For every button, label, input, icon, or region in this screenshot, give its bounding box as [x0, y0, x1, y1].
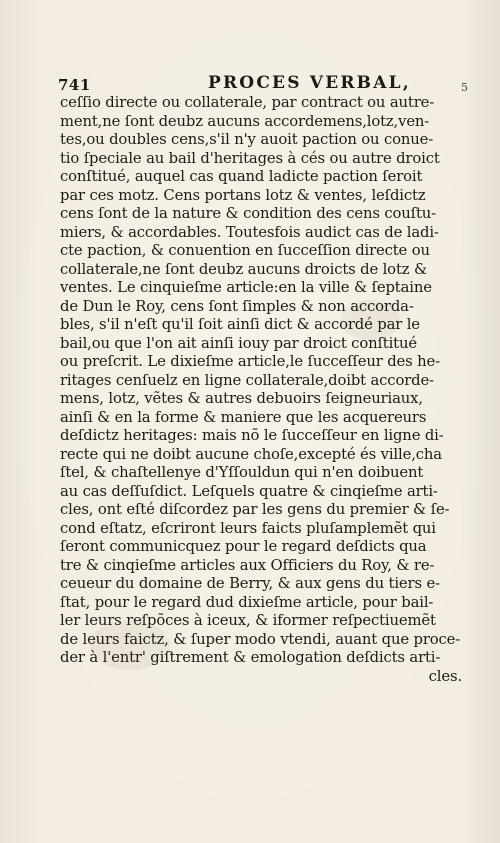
text-line: tio ſpeciale au bail d'heritages à cés ou autre droict	[60, 149, 440, 167]
text-line: ainſi & en la forme & maniere que les acquereurs	[60, 408, 427, 426]
text-line: cte paction, & conuention en ſucceſſion directe ou	[60, 242, 430, 259]
text-line: mens, lotz, vẽtes & autres debuoirs ſeigneuriaux,	[60, 390, 423, 407]
running-head: PROCES VERBAL,	[208, 73, 411, 93]
text-line: par ces motz. Cens portans lotz & ventes, leſdictz	[60, 186, 426, 204]
text-line: recte qui ne doibt aucune choſe,excepté és ville,cha	[60, 445, 442, 463]
text-line: ceueur du domaine de Berry, & aux gens du tiers e-	[60, 575, 440, 592]
text-line: tre & cinqieſme articles aux Officiers du Roy, & re-	[60, 556, 435, 574]
text-line: miers, & accordables. Toutesfois audict cas de ladi-	[60, 223, 439, 241]
text-line: bail,ou que l'on ait ainſi iouy par droict conſtitué	[60, 334, 417, 352]
text-line: collaterale,ne ſont deubz aucuns droicts de lotz &	[60, 260, 427, 278]
text-line: tes,ou doubles cens,s'il n'y auoit paction ou conue-	[60, 131, 434, 148]
text-line: cond eſtatz, eſcriront leurs faicts pluſamplemẽt qui	[60, 519, 436, 537]
text-line: ſtel, & chaſtellenye d'Yſſouldun qui n'en doibuent	[60, 464, 424, 481]
text-line: au cas deſſuſdict. Leſquels quatre & cinqieſme arti-	[60, 482, 438, 500]
body-text	[60, 94, 468, 686]
text-line: ler leurs reſpõces à iceux, & iformer reſpectiuemẽt	[60, 612, 436, 629]
text-line: ceſſio directe ou collaterale, par contract ou autre-	[60, 94, 435, 111]
text-line: cens ſont de la nature & condition des cens couſtu-	[60, 205, 437, 222]
header-mark: 5	[461, 81, 468, 94]
text-line: cles, ont eſté diſcordez par les gens du premier & ſe-	[60, 501, 450, 518]
text-line: ſeront communicquez pour le regard deſdicts qua	[60, 538, 427, 555]
text-line: ou preſcrit. Le dixieſme article,le ſucceſſeur des he-	[60, 353, 440, 370]
text-line: der à l'entr' giſtrement & emologation deſdicts arti-	[60, 649, 441, 666]
text-line: ment,ne ſont deubz aucuns accordemens,lotz,ven-	[60, 112, 430, 130]
page-header	[58, 73, 468, 95]
page-number: 741	[58, 76, 91, 94]
text-line: de leurs faictz, & ſuper modo vtendi, auant que proce-	[60, 630, 461, 648]
text-line: de Dun le Roy, cens ſont ſimples & non accorda-	[60, 297, 414, 315]
catchword: cles.	[428, 667, 462, 685]
text-line: conſtitué, auquel cas quand ladicte paction ſeroit	[60, 168, 423, 185]
text-line: ſtat, pour le regard dud dixieſme article, pour bail-	[60, 593, 434, 611]
text-line: bles, s'il n'eſt qu'il ſoit ainſi dict & accordé par le	[60, 316, 420, 333]
text-line: ventes. Le cinquieſme article:en la ville & ſeptaine	[60, 279, 432, 296]
text-line: ritages cenſuelz en ligne collaterale,doibt accorde-	[60, 371, 434, 389]
text-line: deſdictz heritages: mais nõ le ſucceſſeur en ligne di-	[60, 427, 444, 444]
